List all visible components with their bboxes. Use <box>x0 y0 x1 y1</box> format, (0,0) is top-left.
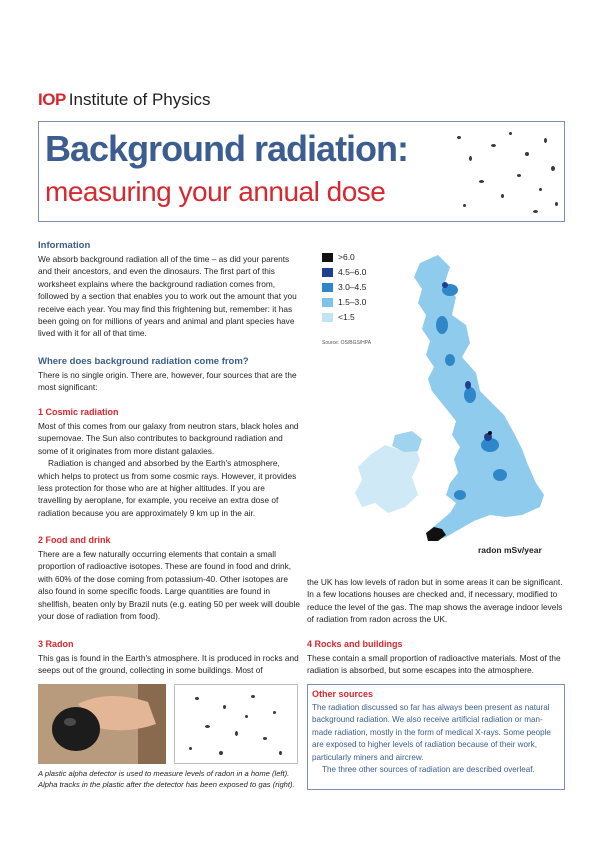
cosmic-heading: 1 Cosmic radiation <box>38 407 119 417</box>
great-britain <box>414 255 544 541</box>
rocks-text: These contain a small proportion of radioactive materials. Most of the radiation is absorbed, but some escapes into the atmosphere. <box>307 653 561 676</box>
legend-swatch <box>322 268 333 277</box>
cosmic-text: Most of this comes from our galaxy from neutron stars, black holes and supernovae. The Sun also contributes to background radiation and some of it originates from more distant galaxies. Radiation is changed and absorbed by the Earth's atmosphere, which helps to protect us from some cosmic rays. However, it provides less protection for those who are at higher altitudes. If you are travelling by aeroplane, for example, you receive an extra dose of radiation because you are approximately 9 km up in the air. <box>38 421 299 518</box>
alpha-detector-photo <box>38 684 166 764</box>
food-heading: 2 Food and drink <box>38 535 111 545</box>
where-heading: Where does background radiation come from? <box>38 356 249 367</box>
iop-logo <box>38 90 211 110</box>
photo-caption: A plastic alpha detector is used to measure levels of radon in a home (left). Alpha tracks in the plastic after the detector has been exposed to gas (right). <box>38 769 295 789</box>
legend-item: 4.5–6.0 <box>322 267 366 278</box>
map-unit-label: radon mSv/year <box>478 545 542 555</box>
rocks-heading: 4 Rocks and buildings <box>307 639 403 649</box>
legend-item: <1.5 <box>322 312 355 323</box>
legend-item: >6.0 <box>322 252 355 263</box>
radon-heading: 3 Radon <box>38 639 74 649</box>
ireland <box>355 445 420 513</box>
legend-item: 1.5–3.0 <box>322 297 366 308</box>
legend-swatch <box>322 313 333 322</box>
logo-mark: IOP <box>38 90 66 109</box>
alpha-tracks-photo <box>174 684 298 764</box>
radon-continued-text: the UK has low levels of radon but in some areas it can be significant. In a few locations houses are checked and, if necessary, modified to reduce the level of the gas. The map shows the average indoor levels of radiation from radon across the UK. <box>307 577 563 625</box>
map-source: Source: OS/BGS/HPA <box>322 340 372 346</box>
page-title: Background radiation: <box>45 128 409 169</box>
information-heading: Information <box>38 240 91 251</box>
legend-swatch <box>322 253 333 262</box>
where-text: There is no single origin. There are, however, four sources that are the most significant: <box>38 370 297 393</box>
legend-swatch <box>322 298 333 307</box>
other-sources-text: The radiation discussed so far has always been present as natural background radiation. We also receive artificial radiation or man-made radiation, mostly in the form of medical X-rays. Some people are exposed to higher levels of radiation because of their work, particularly miners and aircrew. The three other sources of radiation are described overleaf. <box>312 703 551 775</box>
logo-name: Institute of Physics <box>68 90 211 109</box>
legend-item: 3.0–4.5 <box>322 282 366 293</box>
other-sources-box <box>307 684 565 790</box>
page-subtitle: measuring your annual dose <box>45 176 386 207</box>
information-text: We absorb background radiation all of the time – as did your parents and their ancestors, and even the dinosaurs. The first part of this worksheet explains where the background radiation comes from, followed by a section that enables you to work out the amount that you receive each year. You may find this frightening but, remember: it has been going on for millions of years and animal and plant species have lived with it for all of that time. <box>38 254 297 339</box>
title-banner <box>38 121 565 222</box>
radon-text: This gas is found in the Earth's atmosphere. It is produced in rocks and seeps out of the ground, collecting in some buildings. Most of <box>38 653 299 676</box>
legend-swatch <box>322 283 333 292</box>
other-sources-heading: Other sources <box>312 689 374 699</box>
food-text: There are a few naturally occurring elements that contain a small proportion of radioactive isotopes. These are found in food and drink, with 60% of the dose coming from potassium-40. Other isotopes are also found in some specific foods. Large quantities are found in shellfish, beaten only by Brazil nuts (e.g. eating 50 per week will double your dose of radiation from food). <box>38 549 300 622</box>
